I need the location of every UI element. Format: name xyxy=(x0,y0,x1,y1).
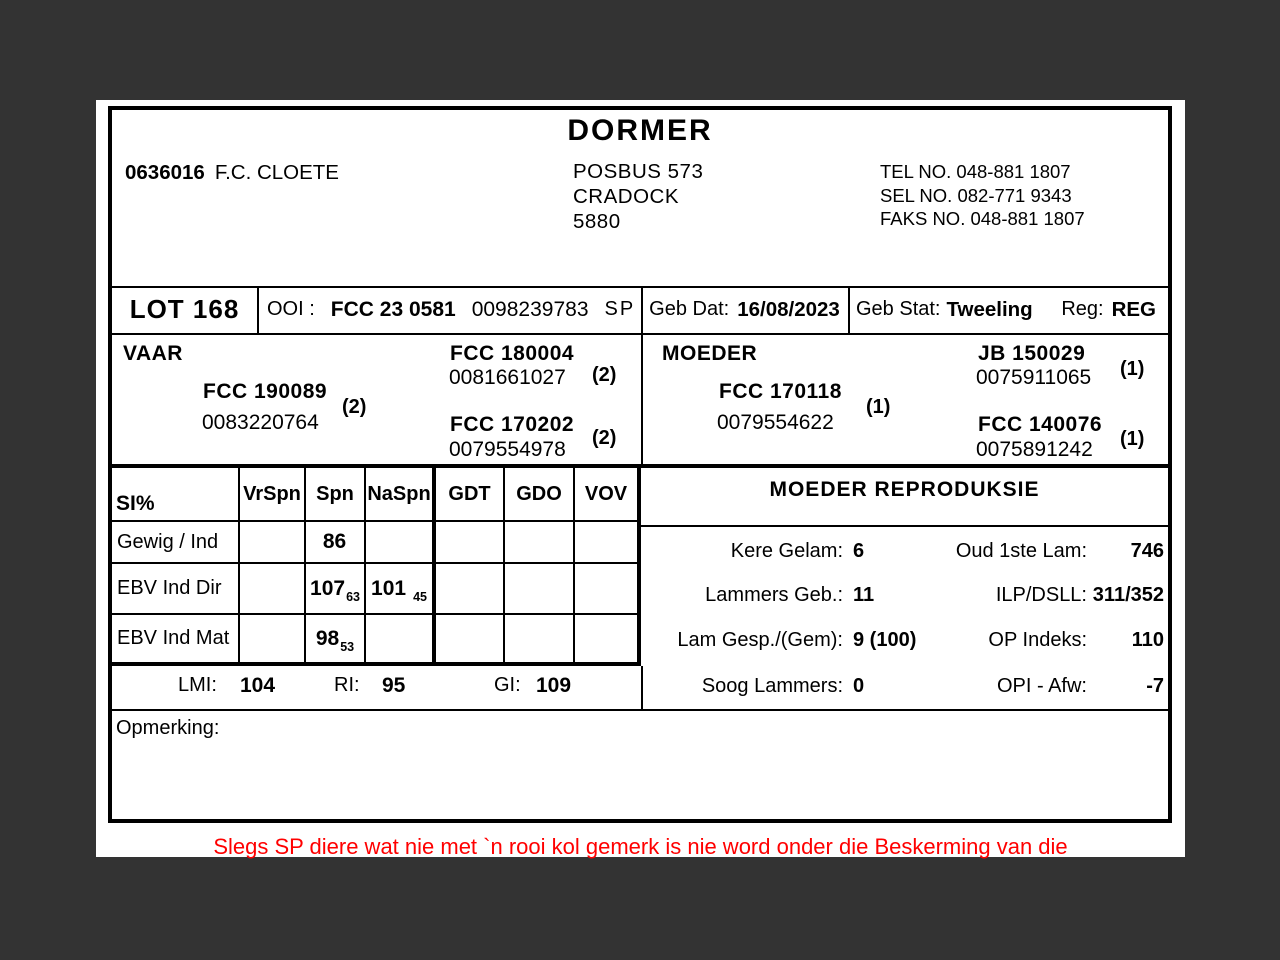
column-header: GDO xyxy=(505,468,575,522)
dam-count: (1) xyxy=(866,396,891,418)
address-line: CRADOCK xyxy=(573,185,680,208)
dam-id: FCC 170118 xyxy=(719,380,842,403)
stat-value: 0 xyxy=(853,674,865,697)
column-header: NaSpn xyxy=(366,468,436,522)
dam-granddam-count: (1) xyxy=(1120,428,1145,450)
dam-grandsire-count: (1) xyxy=(1120,358,1145,380)
column-header: Spn xyxy=(306,468,366,522)
reproduksie-row xyxy=(643,622,1164,658)
geb-dat-value: 16/08/2023 xyxy=(737,297,840,321)
column-header: VOV xyxy=(575,468,641,522)
table-cell xyxy=(505,522,575,564)
table-cell xyxy=(505,564,575,615)
row-label: EBV Ind Mat xyxy=(112,615,240,662)
divider-line xyxy=(112,333,1168,335)
reg-group xyxy=(1061,298,1156,322)
cell-value: 98 xyxy=(315,626,340,650)
cell-accuracy: 63 xyxy=(346,589,360,604)
stat-label: Oud 1ste Lam: xyxy=(955,539,1087,562)
cell-number: SEL NO. 082-771 9343 xyxy=(880,184,1072,206)
cell-accuracy: 45 xyxy=(413,589,427,604)
geb-stat-value: Tweeling xyxy=(946,297,1033,321)
dam-granddam-id: FCC 140076 xyxy=(978,413,1103,436)
stat-label: ILP/DSLL: xyxy=(995,583,1087,606)
address-line: POSBUS 573 xyxy=(573,160,704,183)
stat-value: 9 (100) xyxy=(853,628,917,651)
stat-label: Lam Gesp./(Gem): xyxy=(677,628,843,651)
sire-grandsire-count: (2) xyxy=(592,364,617,386)
ri-label: RI: xyxy=(334,674,360,696)
row-label: Gewig / Ind xyxy=(112,522,240,564)
table-cell xyxy=(436,522,505,564)
table-cell xyxy=(240,564,306,615)
reproduksie-row xyxy=(643,533,1164,569)
column-header: GDT xyxy=(436,468,505,522)
breed-title: DORMER xyxy=(567,114,713,147)
table-cell xyxy=(240,522,306,564)
sire-granddam-count: (2) xyxy=(592,427,617,449)
stat-value: -7 xyxy=(1146,674,1164,697)
lmi-value: 104 xyxy=(240,674,276,697)
table-cell xyxy=(505,615,575,662)
index-summary-row xyxy=(112,666,641,709)
vaar-heading: VAAR xyxy=(123,342,183,365)
moeder-heading: MOEDER xyxy=(662,342,758,365)
sire-granddam-id: FCC 170202 xyxy=(450,413,575,436)
column-header: SI% xyxy=(112,468,240,522)
stat-value: 110 xyxy=(1131,628,1164,651)
breeder-number: 0636016 xyxy=(125,161,205,184)
breeder-line xyxy=(125,161,339,185)
sp-protection-notice: Slegs SP diere wat nie met `n rooi kol gemerk is nie word onder die Beskerming van die xyxy=(213,834,1068,859)
stat-value: 746 xyxy=(1130,539,1164,562)
stat-label: Kere Gelam: xyxy=(730,539,843,562)
address-line: 5880 xyxy=(573,210,621,233)
sire-number: 0083220764 xyxy=(202,411,319,434)
reproduksie-row xyxy=(643,668,1164,704)
stat-label: Lammers Geb.: xyxy=(705,583,843,606)
table-cell xyxy=(436,564,505,615)
reproduksie-panel xyxy=(641,525,1168,709)
opmerking-label: Opmerking: xyxy=(116,717,220,739)
cell-value: 101 xyxy=(371,576,407,600)
row-label: EBV Ind Dir xyxy=(112,564,240,615)
table-cell xyxy=(575,564,641,615)
table-cell xyxy=(306,564,366,615)
table-cell xyxy=(575,522,641,564)
dam-number: 0079554622 xyxy=(717,411,834,434)
table-cell xyxy=(306,522,366,564)
table-cell xyxy=(366,564,436,615)
lot-number: LOT 168 xyxy=(129,294,240,324)
ri-value: 95 xyxy=(382,674,406,697)
table-cell xyxy=(240,615,306,662)
reproduksie-row xyxy=(643,577,1164,613)
cell-value: 107 xyxy=(310,576,346,600)
reproduksie-heading: MOEDER REPRODUKSIE xyxy=(769,478,1040,501)
dam-grandsire-number: 0075911065 xyxy=(976,366,1092,389)
ooi-id: FCC 23 0581 xyxy=(330,297,456,321)
gi-value: 109 xyxy=(536,674,572,697)
stat-label: OPI - Afw: xyxy=(996,674,1087,697)
ooi-suffix: SP xyxy=(604,298,636,320)
cell-value: 86 xyxy=(322,530,347,553)
fax-number: FAKS NO. 048-881 1807 xyxy=(880,208,1085,229)
ooi-registration-number: 0098239783 xyxy=(471,297,589,321)
geb-stat-label: Geb Stat: xyxy=(856,298,941,320)
ooi-label: OOI : xyxy=(267,298,315,320)
column-header: VrSpn xyxy=(240,468,306,522)
table-cell xyxy=(436,615,505,662)
tel-number: TEL NO. 048-881 1807 xyxy=(880,161,1071,182)
table-cell xyxy=(366,522,436,564)
sire-count: (2) xyxy=(342,396,367,418)
dam-grandsire-id: JB 150029 xyxy=(978,342,1086,365)
gi-label: GI: xyxy=(494,674,521,696)
ewe-identification-cell xyxy=(259,286,639,333)
table-cell xyxy=(366,615,436,662)
birth-date-cell xyxy=(641,286,848,333)
birth-status-cell xyxy=(848,286,1168,333)
sire-grandsire-number: 0081661027 xyxy=(449,366,566,389)
cell-accuracy: 53 xyxy=(340,639,355,654)
address-block xyxy=(573,159,703,234)
dam-granddam-number: 0075891242 xyxy=(976,438,1093,461)
table-cell xyxy=(575,615,641,662)
stat-label: OP Indeks: xyxy=(988,628,1087,651)
stat-value: 6 xyxy=(853,539,865,562)
contact-block xyxy=(880,160,1085,231)
stat-value: 11 xyxy=(853,583,875,606)
stat-label: Soog Lammers: xyxy=(701,674,843,697)
geb-dat-label: Geb Dat: xyxy=(649,298,730,320)
stat-value: 311/352 xyxy=(1092,583,1164,606)
catalog-card-page xyxy=(96,100,1185,857)
reg-value: REG xyxy=(1111,297,1156,321)
sire-granddam-number: 0079554978 xyxy=(449,438,566,461)
divider-line xyxy=(112,709,1168,711)
table-cell xyxy=(306,615,366,662)
reg-label: Reg: xyxy=(1061,298,1104,320)
sire-id: FCC 190089 xyxy=(203,380,328,403)
breeder-name: F.C. CLOETE xyxy=(214,161,339,184)
sire-grandsire-id: FCC 180004 xyxy=(450,342,575,365)
breeding-values-table xyxy=(112,468,641,666)
lmi-label: LMI: xyxy=(178,674,217,696)
